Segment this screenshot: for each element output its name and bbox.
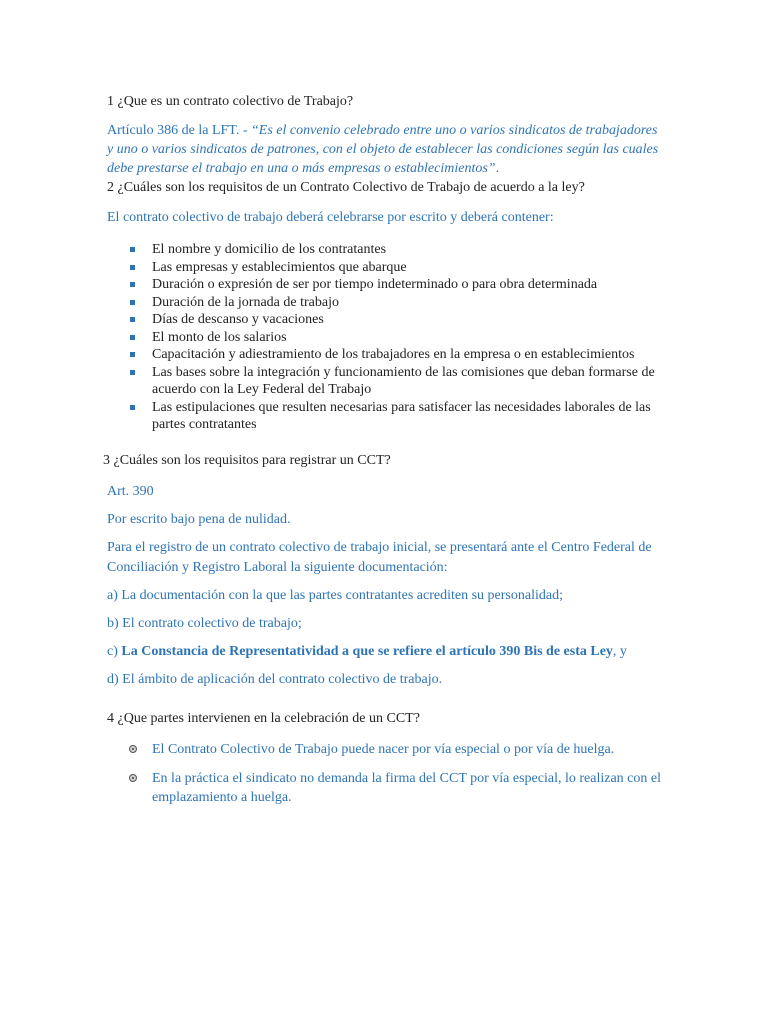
- square-bullet-icon: [130, 370, 135, 375]
- registration-paragraph: Para el registro de un contrato colectivo de trabajo inicial, se presentará ante el Centro Federal de Conciliación y Registro Laboral la siguiente documentación:: [107, 539, 652, 575]
- square-bullet-icon: [130, 300, 135, 305]
- list-item: En la práctica el sindicato no demanda la firma del CCT por vía especial, lo realizan con el emplazamiento a huelga.: [129, 769, 667, 807]
- square-bullet-icon: [130, 247, 135, 252]
- requirements-list: [107, 241, 667, 434]
- requirement-c: c) La Constancia de Representatividad a que se refiere el artículo 390 Bis de esta Ley, y: [107, 643, 627, 659]
- list-item: Las bases sobre la integración y funcionamiento de las comisiones que deban formarse de acuerdo con la Ley Federal del Trabajo: [130, 364, 667, 399]
- list-item: Duración o expresión de ser por tiempo indeterminado o para obra determinada: [130, 276, 667, 294]
- list-item: Capacitación y adiestramiento de los trabajadores en la empresa o en establecimientos: [130, 346, 667, 364]
- article-386-quote: “Es el convenio celebrado entre uno o varios sindicatos de trabajadores y uno o varios sindicatos de patrones, con el objeto de establecer las condiciones según las cuales debe prestarse el trabajo en una o más empresas o establecimientos”: [107, 123, 659, 176]
- square-bullet-icon: [130, 282, 135, 287]
- circle-bullet-icon: [129, 745, 137, 753]
- list-item: El monto de los salarios: [130, 329, 667, 347]
- question-3: 3 ¿Cuáles son los requisitos para registrar un CCT?: [103, 452, 391, 468]
- article-386-quote-end: .: [495, 161, 500, 176]
- question-2: 2 ¿Cuáles son los requisitos de un Contrato Colectivo de Trabajo de acuerdo a la ley?: [107, 180, 585, 195]
- requirement-b: b) El contrato colectivo de trabajo;: [107, 615, 302, 631]
- question-4: 4 ¿Que partes intervienen en la celebración de un CCT?: [107, 710, 420, 726]
- square-bullet-icon: [130, 265, 135, 270]
- article-390-label: Art. 390: [107, 483, 154, 499]
- square-bullet-icon: [130, 317, 135, 322]
- parties-list: [107, 740, 667, 807]
- requirement-c-bold: La Constancia de Representatividad a que se refiere el artículo 390 Bis de esta Ley: [121, 643, 613, 659]
- square-bullet-icon: [130, 335, 135, 340]
- article-386-definition: [107, 121, 667, 178]
- list-item: Duración de la jornada de trabajo: [130, 294, 667, 312]
- question-1: 1 ¿Que es un contrato colectivo de Trabajo?: [107, 94, 354, 109]
- requirements-intro: El contrato colectivo de trabajo deberá celebrarse por escrito y deberá contener:: [107, 210, 554, 225]
- article-386-ref: Artículo 386 de la LFT. -: [107, 123, 251, 138]
- list-item: Las empresas y establecimientos que abarque: [130, 259, 667, 277]
- list-item: Días de descanso y vacaciones: [130, 311, 667, 329]
- list-item: El nombre y domicilio de los contratantes: [130, 241, 667, 259]
- document-page: [103, 93, 667, 817]
- list-item: Las estipulaciones que resulten necesarias para satisfacer las necesidades laborales de las partes contratantes: [130, 399, 667, 434]
- square-bullet-icon: [130, 405, 135, 410]
- square-bullet-icon: [130, 352, 135, 357]
- written-requirement: Por escrito bajo pena de nulidad.: [107, 511, 291, 527]
- requirement-d: d) El ámbito de aplicación del contrato colectivo de trabajo.: [107, 671, 443, 687]
- requirement-a: a) La documentación con la que las partes contratantes acrediten su personalidad;: [107, 587, 563, 603]
- list-item: El Contrato Colectivo de Trabajo puede nacer por vía especial o por vía de huelga.: [129, 740, 667, 759]
- circle-bullet-icon: [129, 774, 137, 782]
